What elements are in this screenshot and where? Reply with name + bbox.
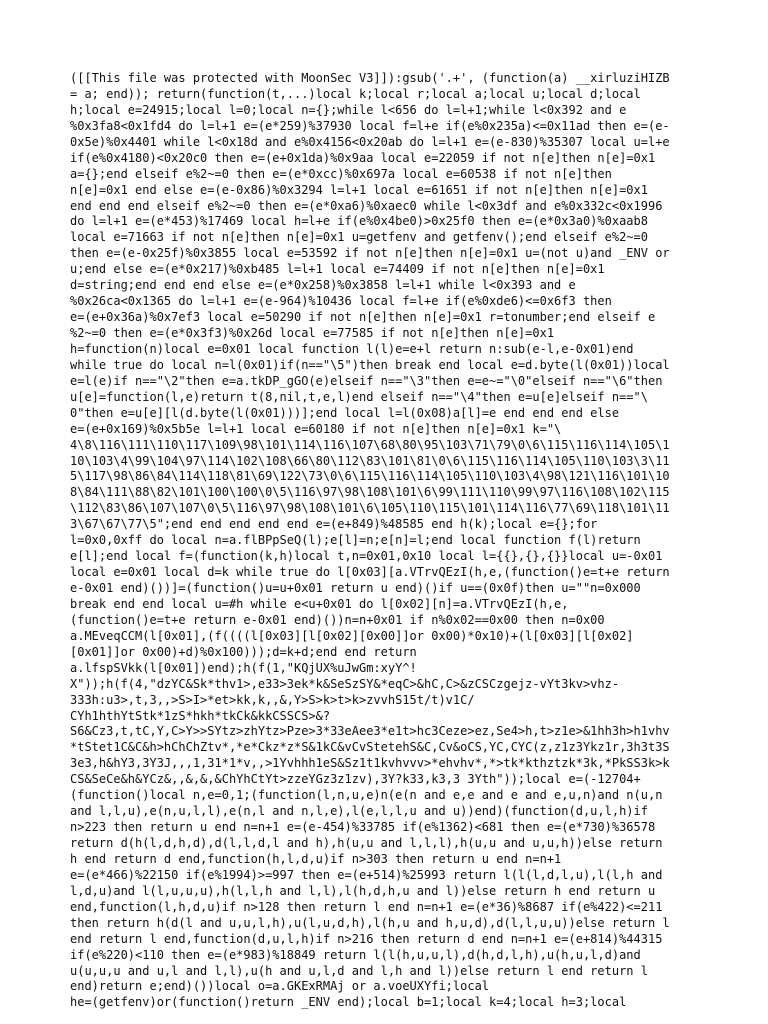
code-line: 8\84\111\88\82\101\100\100\0\5\116\97\98\108\101\6\99\111\110\99\97\116\108\102\115 [70, 485, 670, 500]
code-line: 3e3,h&hY3,3Y3J,,,1,31*1*v,,>1Yvhhh1eS&Sz1t1kvhvvv>*ehvhv*,*>tk*kthztzk*3k,*PkSS3k>k [70, 756, 670, 771]
code-line: a.lfspSVkk(l[0x01])end);h(f(1,"KQjUX%uJwGm:xyY^! [70, 660, 417, 675]
code-line: 333h:u3>,t,3,,>S>I>*et>kk,k,,&,Y>S>k>t>k>zvvhS15t/t)v1C/ [70, 692, 475, 707]
code-line: X"));h(f(4,"dzYC&Sk*thv1>,e33>3ek*k&SeSzSY&*eqC>&hC,C>&zCSCzgejz-vYt3kv>vhz- [70, 676, 620, 691]
code-line: [0x01]]or 0x00)+d)%0x100)));d=k+d;end end return [70, 644, 417, 659]
code-line: n>223 then return u end n=n+1 e=(e-454)%33785 if(e%1362)<681 then e=(e*730)%36578 [70, 820, 656, 835]
code-line: S6&Cz3,t,tC,Y,C>Y>>SYtz>zhYtz>Pze>3*33eAee3*e1t>hc3Ceze>ez,Se4>h,t>z1e>&1hh3h>h1vhv [70, 724, 670, 739]
code-line: e-0x01 end)())]=(function()u=u+0x01 return u end)()if u==(0x0f)then u=""n=0x000 [70, 581, 641, 595]
code-line: n[e]=0x1 end else e=(e-0x86)%0x3294 l=l+1 local e=61651 if not n[e]then n[e]=0x1 [70, 182, 648, 197]
code-line: local e=0x01 local d=k while true do l[0x03][a.VTrvQEzI(h,e,(function()e=t+e return [70, 565, 670, 580]
code-line: and l,l,u),e(n,u,l,l),e(n,l and n,l,e),l(e,l,l,u and u))end)(function(d,u,l,h)if [70, 804, 648, 819]
code-line: e=(e*466)%22150 if(e%1994)>=997 then e=(e+514)%25993 return l(l(l,d,l,u),l(l,h and [70, 867, 663, 882]
code-line: e=l(e)if n=="\2"then e=a.tkDP_gGO(e)elseif n=="\3"then e=e~="\0"elseif n=="\6"then [70, 373, 663, 388]
code-line: then return h(d(l and u,u,l,h),u(l,u,d,h),l(h,u and h,u,d),d(l,l,u,u))else return l [70, 915, 670, 930]
code-line: a={};end elseif e%2~=0 then e=(e*0xcc)%0x697a local e=60538 if not n[e]then [70, 166, 612, 181]
code-text [70, 71, 710, 1011]
code-line: CYh1hthYtStk*1zS*hkh*tkCk&kkCSSCS>&? [70, 708, 331, 723]
code-line: l,d,u)and l(l,u,u,u),h(l,l,h and l,l),l(h,d,h,u and l))else return h end return u [70, 883, 656, 898]
code-line: e=(e+0x36a)%0x7ef3 local e=50290 if not n[e]then n[e]=0x1 r=tonumber;end elseif e [70, 310, 656, 325]
code-line: 10\103\4\99\104\97\114\102\108\66\80\112\83\101\81\0\6\115\116\114\105\110\103\3\11 [70, 453, 670, 468]
code-line: he=(getfenv)or(function()return _ENV end);local b=1;local k=4;local h=3;local [70, 995, 627, 1010]
code-line: end,function(l,h,d,u)if n>128 then return l end n=n+1 e=(e*36)%8687 if(e%422)<=211 [70, 899, 663, 914]
code-line: %2~=0 then e=(e*0x3f3)%0x26d local e=77585 if not n[e]then n[e]=0x1 [70, 326, 555, 340]
code-line: end)return e;end)())local o=a.GKExRMAj or a.voeUXYfi;local [70, 979, 490, 994]
code-line: u;end else e=(e*0x217)%0xb485 l=l+1 local e=74409 if not n[e]then n[e]=0x1 [70, 262, 605, 277]
code-line: if(e%220)<110 then e=(e*983)%18849 return l(l(h,u,u,l),d(h,d,l,h),u(h,u,l,d)and [70, 947, 641, 962]
code-line: 5\117\98\86\84\114\118\81\69\122\73\0\6\115\116\114\105\110\103\4\98\121\116\101\10 [70, 469, 670, 484]
code-line: e[l];end local f=(function(k,h)local t,n=0x01,0x10 local l={{},{},{}}local u=-0x01 [70, 549, 663, 564]
code-line: CS&SeCe&h&YCz&,,&,&,&ChYhCtYt>zzeYGz3z1zv),3Y?k33,k3,3 3Yth"));local e=(-12704+ [70, 772, 641, 787]
code-line: while true do local n=l(0x01)if(n=="\5")then break end local e=d.byte(l(0x01))local [70, 357, 670, 372]
code-line: 0x5e)%0x4401 while l<0x18d and e%0x4156<0x20ab do l=l+1 e=(e-830)%35307 local u=l+e [70, 134, 670, 149]
code-line: *tStet1C&C&h>hChChZtv*,*e*Ckz*z*S&1kC&vCvStetehS&C,Cv&oCS,YC,CYC(z,z1z3Ykz1r,3h3t3S [70, 740, 670, 755]
code-line: h;local e=24915;local l=0;local n={};while l<656 do l=l+1;while l<0x392 and e [70, 102, 627, 117]
code-line: h end return d end,function(h,l,d,u)if n>303 then return u end n=n+1 [70, 851, 562, 866]
code-line: 4\8\116\111\110\117\109\98\101\114\116\107\68\80\95\103\71\79\0\6\115\116\114\105\1 [70, 437, 670, 452]
code-line: \112\83\86\107\107\0\5\116\97\98\108\101\6\105\110\115\101\114\116\77\69\118\101\11 [70, 501, 670, 516]
code-line: ([[This file was protected with MoonSec V3]]):gsub('.+', (function(a) __xirluziHIZB [70, 71, 670, 85]
code-line: return d(h(l,d,h,d),d(l,l,d,l and h),h(u,u and l,l,l),h(u,u and u,u,h))else return [70, 836, 663, 850]
code-line: a.MEveqCCM(l[0x01],(f((((l[0x03][l[0x02][0x00]]or 0x00)*0x10)+(l[0x03][l[0x02] [70, 628, 634, 643]
code-line: d=string;end end end else e=(e*0x258)%0x3858 l=l+1 while l<0x393 and e [70, 278, 576, 293]
code-line: %0x26ca<0x1365 do l=l+1 e=(e-964)%10436 local f=l+e if(e%0xde6)<=0x6f3 then [70, 294, 612, 309]
code-line: end return l end,function(d,u,l,h)if n>216 then return d end n=n+1 e=(e+814)%44315 [70, 931, 663, 946]
code-line: (function()e=t+e return e-0x01 end)())n=n+0x01 if n%0x02==0x00 then n=0x00 [70, 612, 605, 627]
code-line: e=(e+0x169)%0x5b5e l=l+1 local e=60180 if not n[e]then n[e]=0x1 k="\ [70, 421, 562, 436]
code-line: = a; end)); return(function(t,...)local k;local r;local a;local u;local d;local [70, 86, 641, 101]
code-line: u(u,u,u and u,l and l,l),u(h and u,l,d and l,h and l))else return l end return l [70, 963, 648, 978]
code-line: 0"then e=u[e][l(d.byte(l(0x01)))];end local l=l(0x08)a[l]=e end end end else [70, 405, 620, 420]
code-line: local e=71663 if not n[e]then n[e]=0x1 u=getfenv and getfenv();end elseif e%2~=0 [70, 230, 648, 245]
code-line: do l=l+1 e=(e*453)%17469 local h=l+e if(e%0x4be0)>0x25f0 then e=(e*0x3a0)%0xaab8 [70, 214, 648, 229]
code-line: l=0x0,0xff do local n=a.flBPpSeQ(l);e[l]=n;e[n]=l;end local function f(l)return [70, 533, 641, 548]
code-line: (function()local n,e=0,1;(function(l,n,u,e)n(e(n and e,e and e and e,u,n)and n(u,n [70, 788, 663, 803]
code-line: then e=(e-0x25f)%0x3855 local e=53592 if not n[e]then n[e]=0x1 u=(not u)and _ENV or [70, 246, 670, 261]
code-line: if(e%0x4180)<0x20c0 then e=(e+0x1da)%0x9aa local e=22059 if not n[e]then n[e]=0x1 [70, 150, 656, 165]
code-line: break end end local u=#h while e<u+0x01 do l[0x02][n]=a.VTrvQEzI(h,e, [70, 596, 569, 611]
code-line: 3\67\67\77\5";end end end end end e=(e+849)%48585 end h(k);local e={};for [70, 517, 598, 532]
code-line: %0x3fa8<0x1fd4 do l=l+1 e=(e*259)%37930 local f=l+e if(e%0x235a)<=0x11ad then e=(e- [70, 118, 670, 133]
code-line: end end end elseif e%2~=0 then e=(e*0xa6)%0xaec0 while l<0x3df and e%0x332c<0x1996 [70, 198, 663, 213]
code-line: h=function(n)local e=0x01 local function l(l)e=e+l return n:sub(e-l,e-0x01)end [70, 341, 634, 356]
code-line: u[e]=function(l,e)return t(8,nil,t,e,l)end elseif n=="\4"then e=u[e]elseif n=="\ [70, 389, 648, 404]
